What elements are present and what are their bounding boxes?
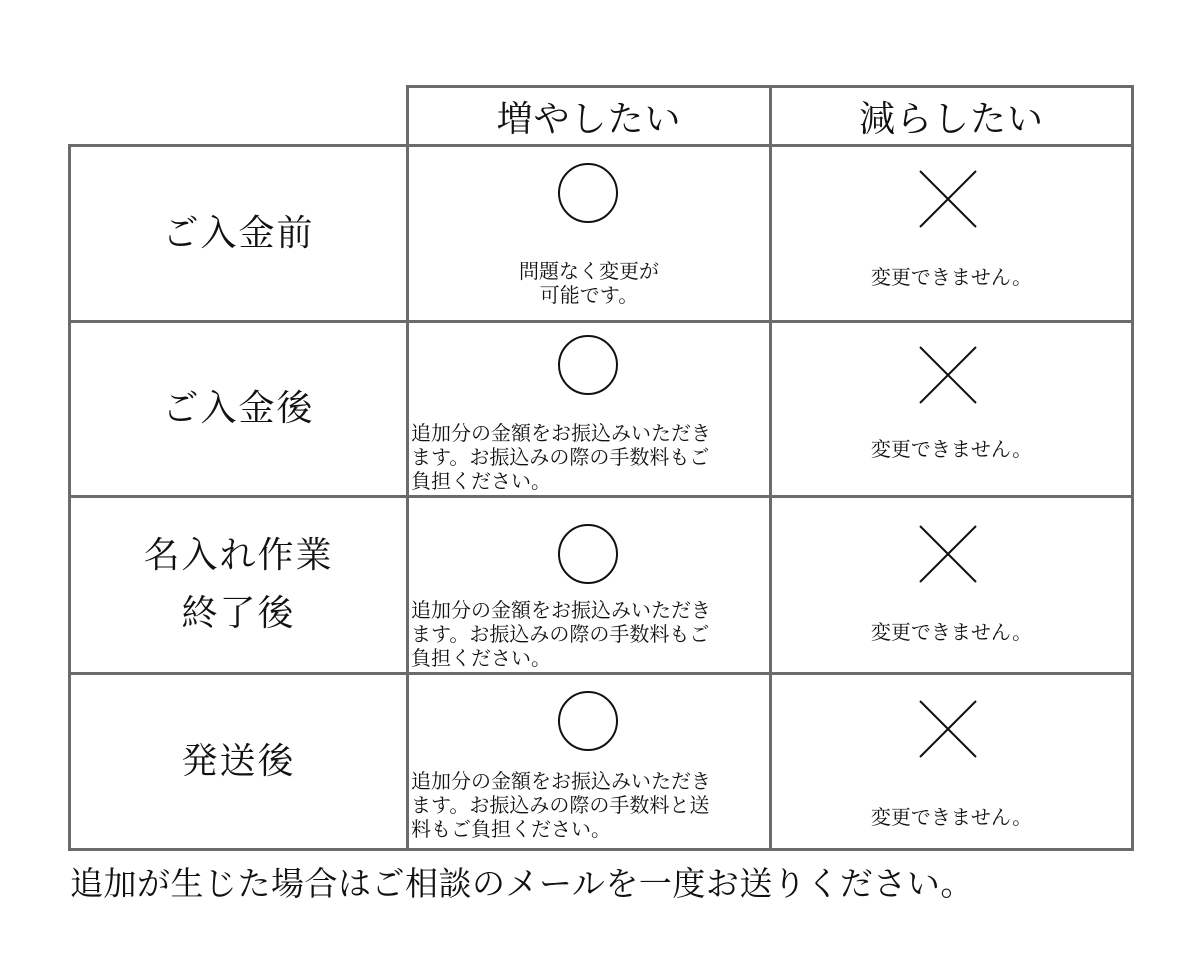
cell-text: 変更できません。 [870,265,1033,289]
circle-icon [558,163,618,223]
cell-after-payment-increase [409,323,769,495]
grid-right-line [1131,85,1134,851]
row-label-after-payment: ご入金後 [162,388,315,429]
cell-after-payment-decrease [772,323,1131,495]
cross-icon [918,524,978,584]
row-label-after-shipping: 発送後 [181,740,296,782]
cross-icon [918,699,978,759]
circle-icon [558,691,618,751]
cell-before-payment-increase [409,147,769,320]
grid-bottom-line [68,848,1134,851]
circle-icon [558,524,618,584]
cell-text: 変更できません。 [870,437,1033,461]
cell-after-shipping-decrease [772,675,1131,848]
cell-text: 追加分の金額をお振込みいただき ます。お振込みの際の手数料と送 料もご負担ください。 [411,769,711,841]
footer-note: 追加が生じた場合はご相談のメールを一度お送りください。 [70,864,974,903]
header-increase: 増やしたい [496,98,682,140]
cell-after-engraving-increase [409,498,769,672]
cell-after-shipping-increase [409,675,769,848]
cell-text: 問題なく変更が 可能です。 [519,259,659,307]
cell-text: 追加分の金額をお振込みいただき ます。お振込みの際の手数料もご 負担ください。 [411,421,711,493]
row-label-after-engraving: 名入れ作業 終了後 [143,535,334,634]
cell-text: 変更できません。 [870,805,1033,829]
cell-after-engraving-decrease [772,498,1131,672]
row-label-before-payment: ご入金前 [162,212,315,254]
cross-icon [918,345,978,405]
cross-icon [918,169,978,229]
cell-text: 変更できません。 [870,620,1033,644]
cell-before-payment-decrease [772,147,1131,320]
cell-text: 追加分の金額をお振込みいただき ます。お振込みの際の手数料もご 負担ください。 [411,598,711,670]
header-decrease: 減らしたい [858,98,1044,140]
circle-icon [558,335,618,395]
